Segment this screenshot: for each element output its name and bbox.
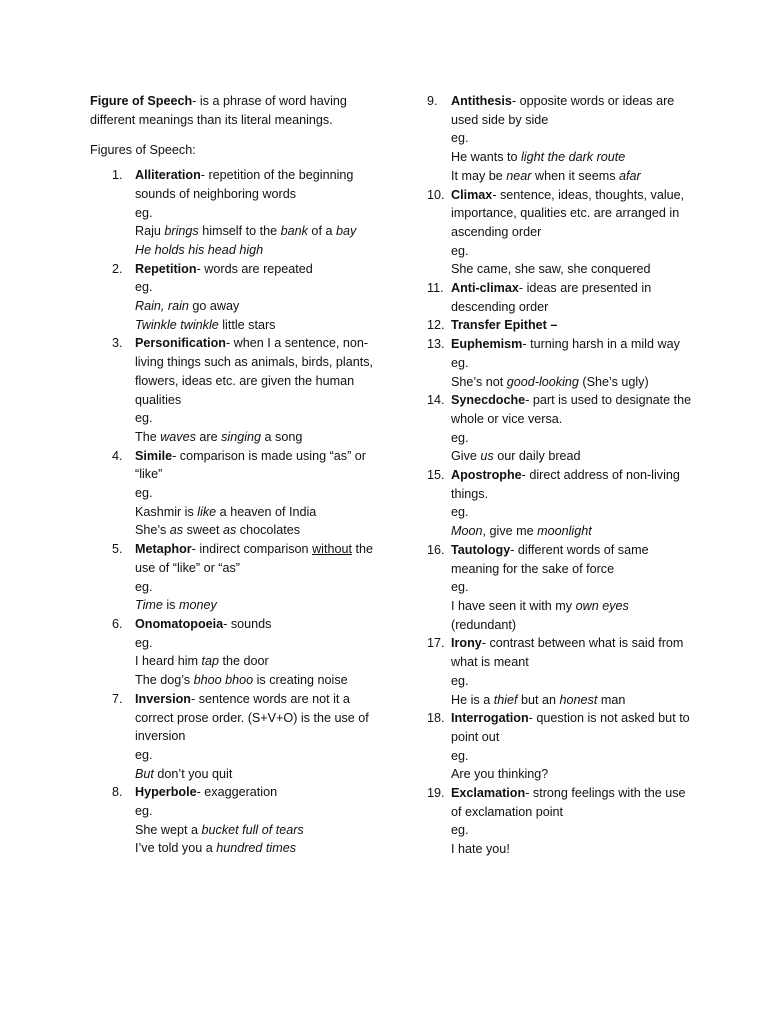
example-text: go away [188, 299, 240, 314]
example-label: eg. [135, 205, 153, 220]
figure-term: Apostrophe [451, 468, 522, 483]
item-number: 6. [112, 616, 123, 631]
example-text: bucket full of tears [201, 822, 304, 837]
example-text: I’ve told you a [135, 841, 217, 856]
item-number: 11. [427, 281, 444, 296]
item-heading [135, 168, 353, 201]
list-item [90, 447, 390, 541]
item-heading [135, 542, 373, 575]
figure-definition: - turning harsh in a mild way [522, 337, 680, 352]
item-heading [451, 468, 680, 501]
figure-definition: - words are repeated [196, 261, 313, 276]
item-number: 7. [112, 691, 123, 706]
list-item [427, 709, 697, 784]
figure-definition: - different words of same meaning for the sake of force [451, 542, 649, 576]
figure-definition: - repetition of the beginning sounds of neighboring words [135, 168, 354, 201]
item-number: 10. [427, 187, 445, 202]
example-line [451, 260, 697, 279]
figure-term: Onomatopoeia [135, 616, 224, 631]
list-item [427, 279, 697, 316]
example-line [135, 652, 390, 671]
example-line [451, 840, 697, 859]
item-heading [135, 262, 313, 276]
figure-term: Irony [451, 636, 482, 651]
list-item [90, 260, 390, 335]
example-text: Give [451, 449, 481, 464]
example-text: bhoo bhoo [193, 673, 254, 688]
example-text: afar [619, 168, 641, 183]
item-heading [451, 94, 674, 127]
item-number: 12. [427, 318, 445, 333]
example-label: eg. [135, 804, 153, 819]
example-text: But [135, 766, 154, 781]
example-text: Twinkle twinkle [135, 317, 219, 332]
example-text: bay [335, 224, 357, 239]
example-text: thief [493, 692, 518, 707]
example-text: are [195, 429, 222, 444]
example-label: eg. [135, 635, 153, 650]
list-item [90, 166, 390, 260]
example-text: (redundant) [451, 617, 517, 632]
figure-definition: - comparison is made using “as” or “like” [135, 448, 366, 482]
example-text: tap [201, 654, 220, 669]
list-item [427, 541, 697, 635]
example-text: I hate you! [451, 842, 510, 857]
figure-definition: - sounds [223, 616, 272, 631]
example-text: money [178, 598, 217, 613]
example-label: eg. [451, 131, 469, 146]
example-line [135, 671, 390, 690]
list-item [90, 690, 390, 784]
item-heading [135, 785, 277, 799]
item-number: 19. [427, 786, 445, 801]
figure-term: Personification [135, 336, 226, 351]
example-text: singing [221, 429, 262, 444]
example-text: She’s not [451, 374, 507, 389]
intro-text: - is a phrase of word having different meanings than its literal meanings. [90, 94, 347, 127]
figure-term: Tautology [451, 542, 511, 557]
list-item [427, 335, 697, 391]
item-heading [451, 337, 680, 351]
example-text: near [506, 168, 532, 183]
list-item [427, 466, 697, 541]
example-text: waves [160, 429, 196, 444]
figure-definition: - ideas are presented in descending order [451, 281, 652, 314]
example-label: eg. [451, 823, 469, 838]
example-text: He holds his head high [135, 242, 264, 257]
example-line [451, 148, 697, 167]
item-heading [451, 711, 690, 744]
item-number: 1. [112, 168, 123, 183]
example-line [135, 241, 390, 260]
example-text: The dog’s [135, 673, 194, 688]
example-text: is [162, 598, 179, 613]
item-heading [451, 188, 684, 239]
figure-definition: - opposite words or ideas are used side by side [451, 94, 675, 127]
figure-term: Euphemism [451, 337, 523, 352]
figure-term: Anti-climax [451, 281, 519, 296]
example-line [135, 316, 390, 335]
figure-term: Antithesis [451, 94, 512, 108]
example-line [451, 522, 697, 541]
figure-definition: - part is used to designate the whole or vice versa. [451, 393, 692, 426]
example-text: She came, she saw, she conquered [451, 262, 651, 277]
example-text: bank [280, 224, 308, 239]
figure-definition: - exaggeration [196, 785, 278, 800]
figure-definition: - contrast between what is said from what is meant [451, 636, 684, 670]
item-heading [135, 449, 366, 482]
item-heading [135, 336, 373, 406]
example-line [135, 521, 390, 540]
figure-term: Interrogation [451, 711, 529, 726]
example-text: He is a [451, 692, 494, 707]
left-column [90, 92, 390, 858]
item-heading [135, 692, 369, 743]
example-text: She wept a [135, 822, 202, 837]
example-label: eg. [451, 355, 469, 370]
example-text: I heard him [135, 654, 202, 669]
intro-term: Figure of Speech [90, 94, 193, 108]
example-label: eg. [451, 748, 469, 763]
list-item [427, 391, 697, 466]
example-text: a heaven of India [216, 504, 317, 519]
example-text: Time [135, 598, 163, 613]
list-item [90, 615, 390, 690]
example-line [135, 596, 390, 615]
example-text: brings [164, 224, 199, 239]
example-label: eg. [135, 280, 153, 295]
example-label: eg. [451, 430, 469, 445]
example-line [135, 503, 390, 522]
example-label: eg. [135, 486, 153, 501]
example-text: , give me [482, 524, 538, 539]
example-text: (She’s ugly) [578, 374, 649, 389]
item-number: 13. [427, 337, 445, 352]
example-text: light the dark route [521, 150, 626, 165]
example-line [451, 167, 697, 186]
example-text: hundred times [216, 841, 297, 856]
example-label: eg. [135, 411, 153, 426]
figure-term: Exclamation [451, 786, 526, 801]
item-number: 15. [427, 468, 445, 483]
example-text: man [597, 692, 626, 707]
list-item [427, 784, 697, 859]
example-text: little stars [218, 317, 276, 332]
list-item [90, 783, 390, 858]
list-item [90, 334, 390, 446]
example-label: eg. [135, 579, 153, 594]
example-text: honest [559, 692, 598, 707]
example-text: chocolates [236, 523, 301, 538]
item-heading [451, 393, 691, 426]
example-label: eg. [135, 747, 153, 762]
item-heading [135, 617, 271, 631]
figure-definition: - sentence words are not it a correct prose order. (S+V+O) is the use of inversion [135, 691, 369, 744]
example-label: eg. [451, 505, 469, 520]
figure-term: Climax [451, 187, 493, 202]
example-line [135, 297, 390, 316]
example-text: but an [517, 692, 560, 707]
example-text: the door [219, 654, 269, 669]
list-item [427, 186, 697, 280]
example-line [135, 839, 390, 858]
example-text: our daily bread [493, 449, 581, 464]
example-text: as [169, 523, 184, 538]
figure-term: Simile [135, 448, 173, 463]
figure-definition: the use of “like” or “as” [135, 542, 373, 575]
example-text: is creating noise [253, 673, 348, 688]
intro-paragraph [90, 92, 390, 129]
example-line [135, 821, 390, 840]
example-text: She’s [135, 523, 170, 538]
list-item [90, 540, 390, 615]
example-text: us [480, 449, 494, 464]
figures-list-right [427, 92, 697, 859]
item-heading [451, 318, 557, 332]
section-heading: Figures of Speech: [90, 143, 196, 158]
figure-definition: - strong feelings with the use of exclamation point [451, 786, 686, 819]
figure-term: Inversion [135, 691, 191, 706]
example-label: eg. [451, 673, 469, 688]
example-line [135, 765, 390, 784]
example-text: The [135, 429, 161, 444]
item-number: 17. [427, 636, 445, 651]
example-text: Moon [451, 524, 483, 539]
item-number: 2. [112, 261, 123, 276]
example-text: It may be [451, 168, 507, 183]
figures-list-left [90, 166, 390, 858]
item-number: 5. [112, 542, 123, 557]
item-number: 8. [112, 785, 123, 800]
example-line [451, 691, 697, 710]
item-number: 16. [427, 542, 445, 557]
example-line [135, 428, 390, 447]
example-line [451, 597, 697, 616]
item-heading [451, 543, 649, 576]
example-text: Raju [135, 224, 165, 239]
figure-term: Synecdoche [451, 393, 526, 408]
example-text: a song [261, 429, 303, 444]
example-line [451, 447, 697, 466]
example-text: I have seen it with my [451, 598, 576, 613]
figure-term: Alliteration [135, 168, 201, 183]
right-column [427, 92, 697, 859]
example-text: of a [307, 224, 336, 239]
figure-definition: - sentence, ideas, thoughts, value, importance, qualities etc. are arranged in ascending order [451, 187, 685, 239]
example-text: moonlight [537, 524, 592, 539]
item-number: 9. [427, 94, 438, 108]
example-text: good-looking [506, 374, 579, 389]
figure-definition: - question is not asked but to point out [451, 711, 690, 744]
figure-term: Metaphor [135, 542, 192, 557]
figure-definition: - direct address of non-living things. [451, 468, 680, 501]
item-heading [451, 786, 686, 819]
figure-definition: - when I a sentence, non-living things such as animals, birds, plants, flowers, ideas etc. are given the human qualities [135, 336, 373, 407]
example-text: own eyes [575, 598, 629, 613]
example-text: when it seems [531, 168, 620, 183]
item-number: 14. [427, 393, 445, 408]
list-item [427, 316, 697, 335]
figure-term: Repetition [135, 261, 197, 276]
figure-definition: - indirect comparison [191, 542, 313, 557]
example-line [451, 765, 697, 784]
figure-term: Transfer Epithet – [451, 318, 558, 333]
figure-term: Hyperbole [135, 785, 197, 800]
example-text: He wants to [451, 150, 521, 165]
example-text: as [223, 523, 237, 538]
item-number: 3. [112, 336, 123, 351]
example-line [451, 616, 697, 635]
example-text: Rain, rain [135, 299, 189, 314]
item-heading [451, 636, 683, 669]
list-item [427, 634, 697, 709]
example-text: Kashmir is [135, 504, 198, 519]
example-text: Are you thinking? [451, 767, 549, 782]
example-label: eg. [451, 243, 469, 258]
example-text: don’t you quit [153, 766, 233, 781]
item-heading [451, 281, 651, 314]
example-label: eg. [451, 580, 469, 595]
list-item [427, 92, 697, 186]
item-number: 4. [112, 448, 123, 463]
example-text: himself to the [198, 224, 281, 239]
item-number: 18. [427, 711, 445, 726]
example-line [135, 222, 390, 241]
example-line [451, 373, 697, 392]
figure-definition: without [312, 542, 352, 557]
example-text: sweet [183, 523, 223, 538]
example-text: like [197, 504, 217, 519]
